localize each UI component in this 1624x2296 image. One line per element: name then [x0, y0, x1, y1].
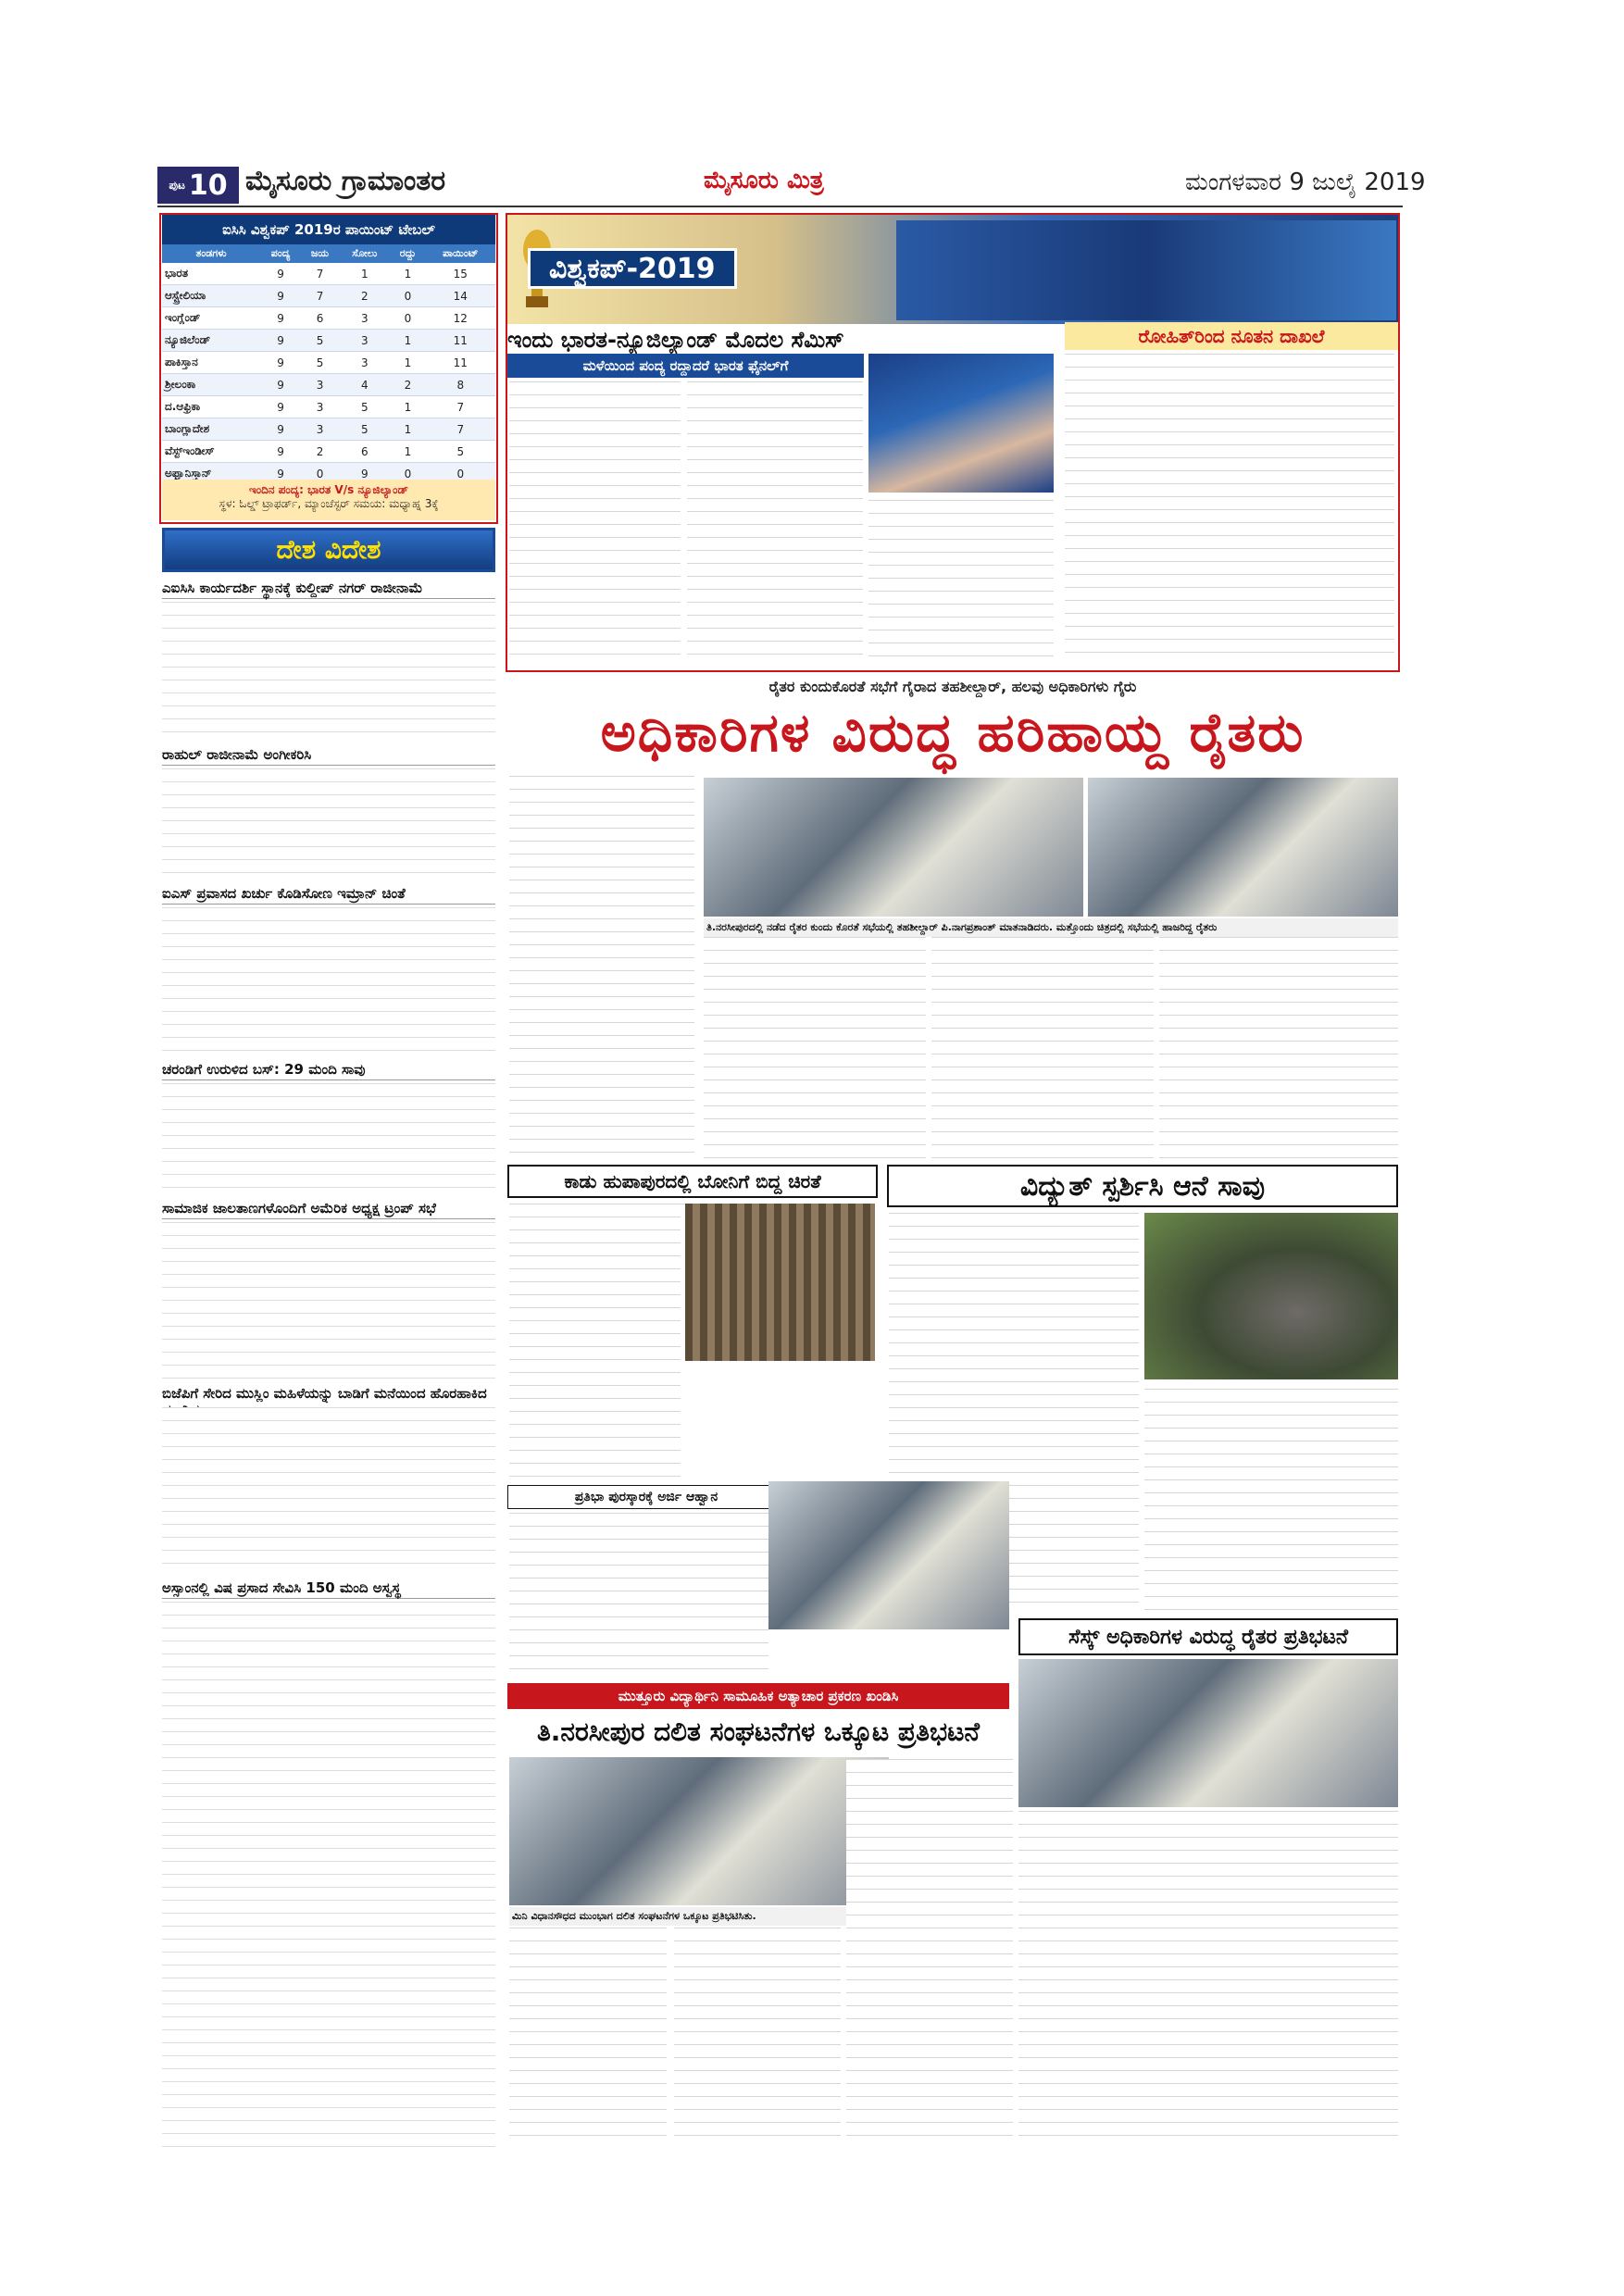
- elephant-headline: ವಿದ್ಯುತ್ ಸ್ಪರ್ಶಿಸಿ ಆನೆ ಸಾವು: [887, 1165, 1398, 1207]
- left-article-headline: ಐಎಸ್ ಪ್ರವಾಸದ ಖರ್ಚು ಕೊಡಿಸೋಣ ಇಮ್ರಾನ್ ಚಿಂತೆ: [162, 885, 495, 905]
- table-row: [162, 330, 495, 352]
- worldcup-subheadline: ಮಳೆಯಿಂದ ಪಂದ್ಯ ರದ್ದಾದರೆ ಭಾರತ ಫೈನಲ್‌ಗೆ: [507, 354, 864, 378]
- table-cell: 9: [260, 352, 301, 374]
- masthead-rule: [157, 206, 1403, 207]
- table-cell: 6: [301, 307, 339, 330]
- article-body-text: [162, 1083, 495, 1194]
- table-cell: 11: [426, 352, 495, 374]
- table-row: [162, 441, 495, 463]
- table-cell: 0: [390, 463, 425, 485]
- table-cell: ಆಸ್ಟ್ರೇಲಿಯಾ: [162, 285, 260, 307]
- meeting-photo-1: [704, 778, 1083, 917]
- table-cell: 2: [390, 374, 425, 396]
- dalit-photo-caption: ಮಿನಿ ವಿಧಾನಸೌಧದ ಮುಂಭಾಗ ದಲಿತ ಸಂಘಟನೆಗಳ ಒಕ್ಕೂಟ ಪ್ರತಿಭಟಿಸಿತು.: [509, 1907, 889, 1926]
- table-cell: 9: [260, 285, 301, 307]
- table-cell: 9: [260, 418, 301, 441]
- left-article-headline: ಎಐಸಿಸಿ ಕಾರ್ಯದರ್ಶಿ ಸ್ಥಾನಕ್ಕೆ ಕುಲ್ದೀಪ್ ನಗರ್ ರಾಜೀನಾಮೆ: [162, 580, 495, 599]
- table-cell: 9: [260, 374, 301, 396]
- table-cell: 12: [426, 307, 495, 330]
- table-cell: 5: [301, 330, 339, 352]
- section-title: ಮೈಸೂರು ಗ್ರಾಮಾಂತರ: [245, 165, 446, 197]
- article-body-text: [162, 907, 495, 1055]
- table-cell: 1: [390, 418, 425, 441]
- table-row: [162, 418, 495, 441]
- article-body-text: [162, 602, 495, 741]
- worldcup-story-col1: [509, 381, 681, 659]
- table-cell: 5: [339, 418, 390, 441]
- table-cell: 3: [339, 352, 390, 374]
- table-cell: 7: [301, 263, 339, 285]
- paper-name: ಮೈಸೂರು ಮಿತ್ರ: [704, 167, 824, 194]
- protest-headline: ಸೆಸ್ಕ್ ಅಧಿಕಾರಿಗಳ ವಿರುದ್ಧ ರೈತರ ಪ್ರತಿಭಟನೆ: [1018, 1618, 1398, 1655]
- col-header: ಪಂದ್ಯ: [260, 244, 301, 263]
- col-header: ರದ್ದು: [390, 244, 425, 263]
- award-headline: ಪ್ರತಿಭಾ ಪುರಸ್ಕಾರಕ್ಕೆ ಅರ್ಜಿ ಆಹ್ವಾನ: [507, 1485, 785, 1509]
- table-cell: 11: [426, 330, 495, 352]
- elephant-story-col2: [1144, 1389, 1398, 1611]
- table-cell: 3: [339, 307, 390, 330]
- table-cell: 9: [260, 441, 301, 463]
- lead-story-col1: [509, 776, 694, 1211]
- table-cell: 9: [260, 307, 301, 330]
- table-row: [162, 263, 495, 285]
- leopard-headline: ಕಾಡು ಹುಪಾಪುರದಲ್ಲಿ ಬೋನಿಗೆ ಬಿದ್ದ ಚಿರತೆ: [507, 1165, 878, 1198]
- left-article-headline: ರಾಹುಲ್ ರಾಜೀನಾಮೆ ಅಂಗೀಕರಿಸಿ: [162, 746, 495, 766]
- match-venue: ಸ್ಥಳ: ಓಲ್ಡ್ ಟ್ರಾಫರ್ಡ್, ಮ್ಯಾಂಚೆಸ್ಟರ್ ಸಮಯ: ಮಧ್ಯಾಹ್ನ 3ಕ್ಕೆ: [219, 497, 439, 510]
- dalit-headline: ತಿ.ನರಸೀಪುರ ದಲಿತ ಸಂಘಟನೆಗಳ ಒಕ್ಕೂಟ ಪ್ರತಿಭಟನೆ: [536, 1716, 981, 1747]
- issue-date: ಮಂಗಳವಾರ 9 ಜುಲೈ 2019: [1185, 168, 1426, 196]
- lead-story-col2: [704, 937, 926, 1168]
- dalit-story-col1: [509, 1928, 667, 2144]
- lead-story-col4: [1159, 937, 1398, 1168]
- todays-match: ಇಂದಿನ ಪಂದ್ಯ: ಭಾರತ V/s ನ್ಯೂಜಿಲ್ಯಾಂಡ್: [249, 483, 408, 496]
- table-cell: 15: [426, 263, 495, 285]
- table-cell: 1: [339, 263, 390, 285]
- points-table: [162, 244, 495, 485]
- table-cell: 9: [260, 263, 301, 285]
- team-photo: [896, 220, 1396, 320]
- table-cell: 4: [339, 374, 390, 396]
- protest-photo: [1018, 1659, 1398, 1807]
- table-cell: 5: [426, 441, 495, 463]
- award-story: [509, 1513, 768, 1679]
- lead-kicker: ರೈತರ ಕುಂದುಕೊರತೆ ಸಭೆಗೆ ಗೈರಾದ ತಹಶೀಲ್ದಾರ್, ಹಲವು ಅಧಿಕಾರಿಗಳು ಗೈರು: [768, 678, 1137, 695]
- table-cell: ಇಂಗ್ಲೆಂಡ್: [162, 307, 260, 330]
- table-cell: 0: [390, 285, 425, 307]
- table-cell: 1: [390, 441, 425, 463]
- leopard-cage-photo: [685, 1204, 875, 1361]
- lead-headline: ಅಧಿಕಾರಿಗಳ ವಿರುದ್ಧ ಹರಿಹಾಯ್ದ ರೈತರು: [600, 700, 1305, 764]
- meeting-photo-2: [1088, 778, 1398, 917]
- table-cell: 1: [390, 396, 425, 418]
- desha-videsha-banner: ದೇಶ ವಿದೇಶ: [162, 528, 495, 572]
- lead-story-col3: [931, 937, 1154, 1168]
- award-photo: [768, 1481, 1009, 1629]
- left-article-headline: ಚರಂಡಿಗೆ ಉರುಳಿದ ಬಸ್: 29 ಮಂದಿ ಸಾವು: [162, 1061, 495, 1080]
- table-row: [162, 285, 495, 307]
- table-cell: ನ್ಯೂಜಿಲೆಂಡ್: [162, 330, 260, 352]
- leopard-story: [509, 1204, 681, 1481]
- worldcup-story-col2: [687, 381, 863, 659]
- col-header: ತಂಡಗಳು: [162, 244, 260, 263]
- worldcup-title: ವಿಶ್ವಕಪ್-2019: [528, 248, 737, 289]
- table-cell: ಬಾಂಗ್ಲಾದೇಶ: [162, 418, 260, 441]
- table-cell: 6: [339, 441, 390, 463]
- table-cell: 8: [426, 374, 495, 396]
- captains-photo: [868, 354, 1054, 493]
- table-cell: ಭಾರತ: [162, 263, 260, 285]
- dalit-story-col3: [846, 1759, 1013, 2144]
- table-cell: ಪಾಕಿಸ್ತಾನ: [162, 352, 260, 374]
- red-strip: ಮುತ್ತೂರು ವಿದ್ಯಾರ್ಥಿನಿ ಸಾಮೂಹಿಕ ಅತ್ಯಾಚಾರ ಪ್ರಕರಣ ಖಂಡಿಸಿ: [507, 1683, 1009, 1709]
- page-number-badge: ಪುಟ 10: [157, 167, 239, 204]
- dalit-story-col2: [674, 1928, 841, 2144]
- table-cell: 14: [426, 285, 495, 307]
- left-article-headline: ಅಸ್ಸಾಂನಲ್ಲಿ ವಿಷ ಪ್ರಸಾದ ಸೇವಿಸಿ 150 ಮಂದಿ ಅಸ್ವಸ್ಥ: [162, 1579, 495, 1599]
- left-article-headline: ಬಿಜೆಪಿಗೆ ಸೇರಿದ ಮುಸ್ಲಿಂ ಮಹಿಳೆಯನ್ನು ಬಾಡಿಗೆ ಮನೆಯಿಂದ ಹೊರಹಾಕಿದ: [162, 1385, 495, 1421]
- table-cell: ದ.ಆಫ್ರಿಕಾ: [162, 396, 260, 418]
- rohit-headline: ರೋಹಿತ್‌ರಿಂದ ನೂತನ ದಾಖಲೆ: [1065, 322, 1398, 350]
- table-cell: 9: [260, 396, 301, 418]
- rohit-story: [1065, 354, 1394, 659]
- points-table-header-row: [162, 244, 495, 263]
- table-cell: ಶ್ರೀಲಂಕಾ: [162, 374, 260, 396]
- points-table-footer: [162, 480, 495, 520]
- table-row: [162, 352, 495, 374]
- table-row: [162, 307, 495, 330]
- article-body-text: [162, 768, 495, 880]
- table-cell: 3: [301, 374, 339, 396]
- table-cell: 7: [426, 396, 495, 418]
- dalit-photo: [509, 1757, 889, 1905]
- table-cell: 2: [339, 285, 390, 307]
- table-row: [162, 374, 495, 396]
- lead-photo-caption: ತಿ.ನರಸೀಪುರದಲ್ಲಿ ನಡೆದ ರೈತರ ಕುಂದು ಕೊರತೆ ಸಭೆಯಲ್ಲಿ ತಹಶೀಲ್ದಾರ್ ಪಿ.ನಾಗಪ್ರಶಾಂತ್ ಮಾತನಾಡಿದರು. ಮತ್ತೊಂದು ಚಿತ್ರದಲ್ಲಿ ಸಭೆಯಲ್ಲಿ ಹಾಜರಿದ್ದ ರೈತರು: [704, 918, 1398, 937]
- col-header: ಜಯ: [301, 244, 339, 263]
- worldcup-story-col3: [868, 500, 1054, 659]
- table-cell: 3: [301, 396, 339, 418]
- article-body-text: [162, 1222, 495, 1379]
- elephant-photo: [1144, 1213, 1398, 1379]
- table-cell: 0: [426, 463, 495, 485]
- table-row: [162, 396, 495, 418]
- table-cell: 5: [301, 352, 339, 374]
- table-cell: 7: [426, 418, 495, 441]
- table-cell: ವೆಸ್ಟ್‌ಇಂಡೀಸ್: [162, 441, 260, 463]
- left-article-headline: ಸಾಮಾಜಿಕ ಜಾಲತಾಣಗಳೊಂದಿಗೆ ಅಮೆರಿಕ ಅಧ್ಯಕ್ಷ ಟ್ರಂಪ್ ಸಭೆ: [162, 1200, 495, 1219]
- worldcup-headline: ಇಂದು ಭಾರತ-ನ್ಯೂಜಿಲ್ಯಾಂಡ್ ಮೊದಲ ಸೆಮಿಸ್: [507, 326, 1063, 354]
- table-cell: 7: [301, 285, 339, 307]
- table-cell: 1: [390, 263, 425, 285]
- table-cell: 0: [390, 307, 425, 330]
- col-header: ಪಾಯಿಂಟ್: [426, 244, 495, 263]
- article-body-text: [162, 1602, 495, 2148]
- table-cell: 2: [301, 441, 339, 463]
- table-cell: ಅಫ್ಘಾನಿಸ್ತಾನ್: [162, 463, 260, 485]
- points-table-title: ಐಸಿಸಿ ವಿಶ್ವಕಪ್ 2019ರ ಪಾಯಿಂಟ್ ಟೇಬಲ್: [162, 215, 495, 244]
- table-cell: 3: [339, 330, 390, 352]
- protest-story: [1018, 1811, 1398, 2144]
- table-cell: 9: [260, 330, 301, 352]
- table-cell: 9: [260, 463, 301, 485]
- table-cell: 3: [301, 418, 339, 441]
- table-cell: 9: [339, 463, 390, 485]
- col-header: ಸೋಲು: [339, 244, 390, 263]
- article-body-text: [162, 1407, 495, 1574]
- table-cell: 5: [339, 396, 390, 418]
- table-cell: 1: [390, 352, 425, 374]
- table-cell: 0: [301, 463, 339, 485]
- table-cell: 1: [390, 330, 425, 352]
